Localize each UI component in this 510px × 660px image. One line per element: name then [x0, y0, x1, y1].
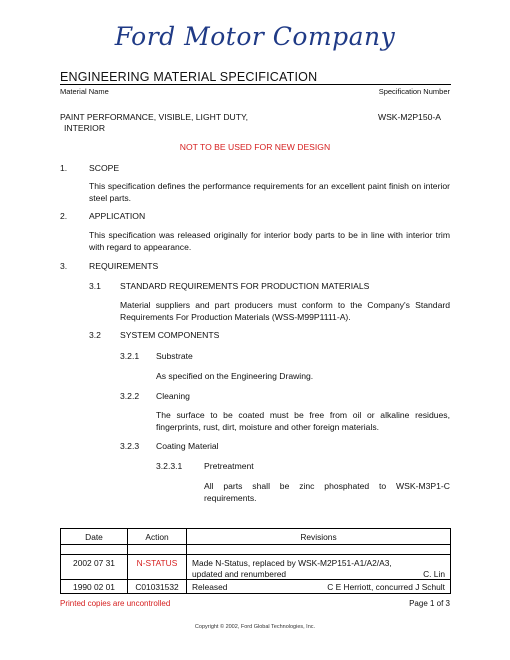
revisions-table: [60, 528, 451, 594]
table-row: [61, 580, 451, 594]
section-3-2-1-heading: Substrate: [156, 351, 193, 361]
section-1-text: This specification defines the performance requirements for an excellent paint finish on interior steel parts.: [89, 181, 450, 203]
page-number: Page 1 of 3: [409, 599, 450, 608]
section-2-text: This specification was released originally for interior body parts to be in line with interior trim with regard to appearance.: [89, 230, 450, 252]
section-3-2-1-text: As specified on the Engineering Drawing.: [156, 371, 314, 381]
row-1-revised-by: C. Lin: [423, 568, 445, 579]
header-revisions: Revisions: [187, 529, 451, 545]
section-3-1-heading: STANDARD REQUIREMENTS FOR PRODUCTION MATERIALS: [120, 281, 370, 291]
title-rule: [60, 84, 451, 85]
spec-number-label: Specification Number: [378, 87, 450, 96]
section-3-2-3-heading: Coating Material: [156, 441, 219, 451]
document-title: ENGINEERING MATERIAL SPECIFICATION: [60, 70, 318, 84]
revisions-spacer-row: [61, 545, 451, 555]
section-3-2-3-number: 3.2.3: [120, 441, 140, 451]
section-3-2-2-number: 3.2.2: [120, 391, 140, 401]
section-3-number: 3.: [60, 261, 68, 271]
material-name-line1: PAINT PERFORMANCE, VISIBLE, LIGHT DUTY,: [60, 112, 248, 122]
section-3-2-3-1-text: All parts shall be zinc phosphated to WSK-M3P1-C requirements.: [204, 481, 450, 503]
section-3-heading: REQUIREMENTS: [89, 261, 159, 271]
row-1-action: N-STATUS: [128, 555, 187, 580]
copyright: Copyright © 2002, Ford Global Technologies, Inc.: [194, 624, 316, 630]
section-3-2-number: 3.2: [89, 330, 101, 340]
section-3-2-1-number: 3.2.1: [120, 351, 140, 361]
section-1-heading: SCOPE: [89, 163, 120, 173]
row-2-revision: [187, 580, 451, 594]
row-2-revision-text: Released: [192, 581, 228, 592]
row-2-action: C01031532: [128, 580, 187, 594]
row-1-revision-line1: Made N-Status, replaced by WSK-M2P151-A1/A2/A3,: [192, 558, 392, 568]
section-2-heading: APPLICATION: [89, 211, 146, 221]
section-3-1-text: Material suppliers and part producers must conform to the Company's Standard Requirements For Production Materials (WSS-M99P1111-A).: [120, 300, 450, 322]
section-2-number: 2.: [60, 211, 68, 221]
section-3-2-heading: SYSTEM COMPONENTS: [120, 330, 220, 340]
uncontrolled-copies-notice: Printed copies are uncontrolled: [60, 599, 171, 608]
row-1-revision: [187, 555, 451, 580]
section-3-1-number: 3.1: [89, 281, 101, 291]
material-name-label: Material Name: [60, 87, 109, 96]
not-for-new-design-notice: NOT TO BE USED FOR NEW DESIGN: [179, 142, 331, 152]
table-row: [61, 555, 451, 580]
row-1-date: 2002 07 31: [61, 555, 128, 580]
section-3-2-2-text: The surface to be coated must be free from oil or alkaline residues, fingerprints, rust, dirt, moisture and other foreign materials.: [156, 410, 450, 432]
revisions-header-row: [61, 529, 451, 545]
section-3-2-3-1-number: 3.2.3.1: [156, 461, 183, 471]
header-action: Action: [128, 529, 187, 545]
section-3-2-3-1-heading: Pretreatment: [204, 461, 254, 471]
spec-number: WSK-M2P150-A: [377, 112, 441, 122]
row-1-revision-line2: updated and renumbered: [192, 568, 287, 579]
header-date: Date: [61, 529, 128, 545]
section-3-2-2-heading: Cleaning: [156, 391, 190, 401]
ford-logo: Ford Motor Company: [114, 22, 396, 51]
section-1-number: 1.: [60, 163, 68, 173]
row-2-date: 1990 02 01: [61, 580, 128, 594]
row-2-revised-by: C E Herriott, concurred J Schult: [327, 581, 445, 592]
material-name-line2: INTERIOR: [64, 123, 106, 133]
